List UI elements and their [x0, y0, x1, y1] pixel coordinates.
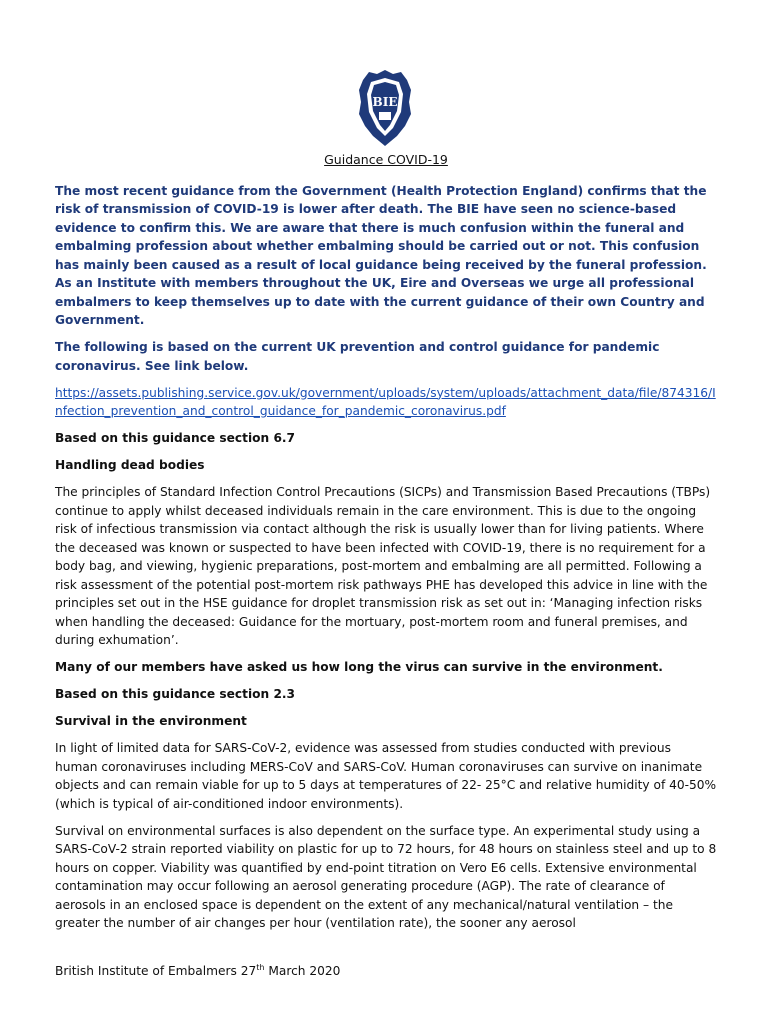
bie-crest-icon	[355, 68, 415, 150]
footer-sup: th	[256, 962, 265, 972]
section1-heading: Handling dead bodies	[55, 458, 205, 472]
section2-heading: Survival in the environment	[55, 714, 247, 728]
section2-body-1: In light of limited data for SARS-CoV-2, evidence was assessed from studies conducted with previous human coronaviruses including MERS-CoV and SARS-CoV. Human coronaviruses can survive on inanimate objects and can remain viable for up to 5 days at temperatures of 22- 25°C and relative humidity of 40-50% (which is typical of air-conditioned indoor environments).	[55, 741, 717, 811]
page-footer	[55, 964, 340, 978]
members-question: Many of our members have asked us how long the virus can survive in the environment.	[55, 660, 663, 674]
section1-reference: Based on this guidance section 6.7	[55, 431, 296, 445]
crest-initials: BIE	[372, 95, 398, 109]
section2-body-2: Survival on environmental surfaces is also dependent on the surface type. An experimental study using a SARS-CoV-2 strain reported viability on plastic for up to 72 hours, for 48 hours on stainless steel and up to 8 hours on copper. Viability was quantified by end-point titration on Vero E6 cells. Extensive environmental contamination may occur following an aerosol generating procedure (AGP). The rate of clearance of aerosols in an enclosed space is dependent on the extent of any mechanical/natural ventilation – the greater the number of air changes per hour (ventilation rate), the sooner any aerosol	[55, 823, 717, 930]
section1-body: The principles of Standard Infection Control Precautions (SICPs) and Transmission Based Precautions (TBPs) continue to apply whilst deceased individuals remain in the care environment. This is due to the ongoing risk of infectious transmission via contact although the risk is usually lower than for living patients. Where the deceased was known or suspected to have been infected with COVID-19, there is no requirement for a body bag, and viewing, hygienic preparations, post-mortem and embalming are all permitted. Following a risk assessment of the potential post-mortem risk pathways PHE has developed this advice in line with the principles set out in the HSE guidance for droplet transmission risk as set out in: ‘Managing infection risks when handling the deceased: Guidance for the mortuary, post-mortem room and funeral premises, and during exhumation’.	[55, 485, 711, 647]
section2-reference: Based on this guidance section 2.3	[55, 687, 296, 701]
page-title: Guidance COVID-19	[324, 152, 448, 167]
footer-org: British Institute of Embalmers 27	[55, 964, 257, 978]
guidance-link[interactable]: https://assets.publishing.service.gov.uk/government/uploads/system/uploads/attachment_data/file/874316/Infection_prevention_and_control_guidance_for_pandemic_coronavirus.pdf	[55, 385, 716, 418]
document-page	[55, 150, 717, 941]
basis-paragraph: The following is based on the current UK prevention and control guidance for pandemic coronavirus. See link below.	[55, 340, 660, 373]
footer-date: March 2020	[264, 964, 341, 978]
intro-paragraph: The most recent guidance from the Government (Health Protection England) confirms that the risk of transmission of COVID-19 is lower after death. The BIE have seen no science-based evidence to confirm this. We are aware that there is much confusion within the funeral and embalming profession about whether embalming should be carried out or not. This confusion has mainly been caused as a result of local guidance being received by the funeral profession. As an Institute with members throughout the UK, Eire and Overseas we urge all professional embalmers to keep themselves up to date with the current guidance of their own Country and Government.	[55, 183, 707, 327]
